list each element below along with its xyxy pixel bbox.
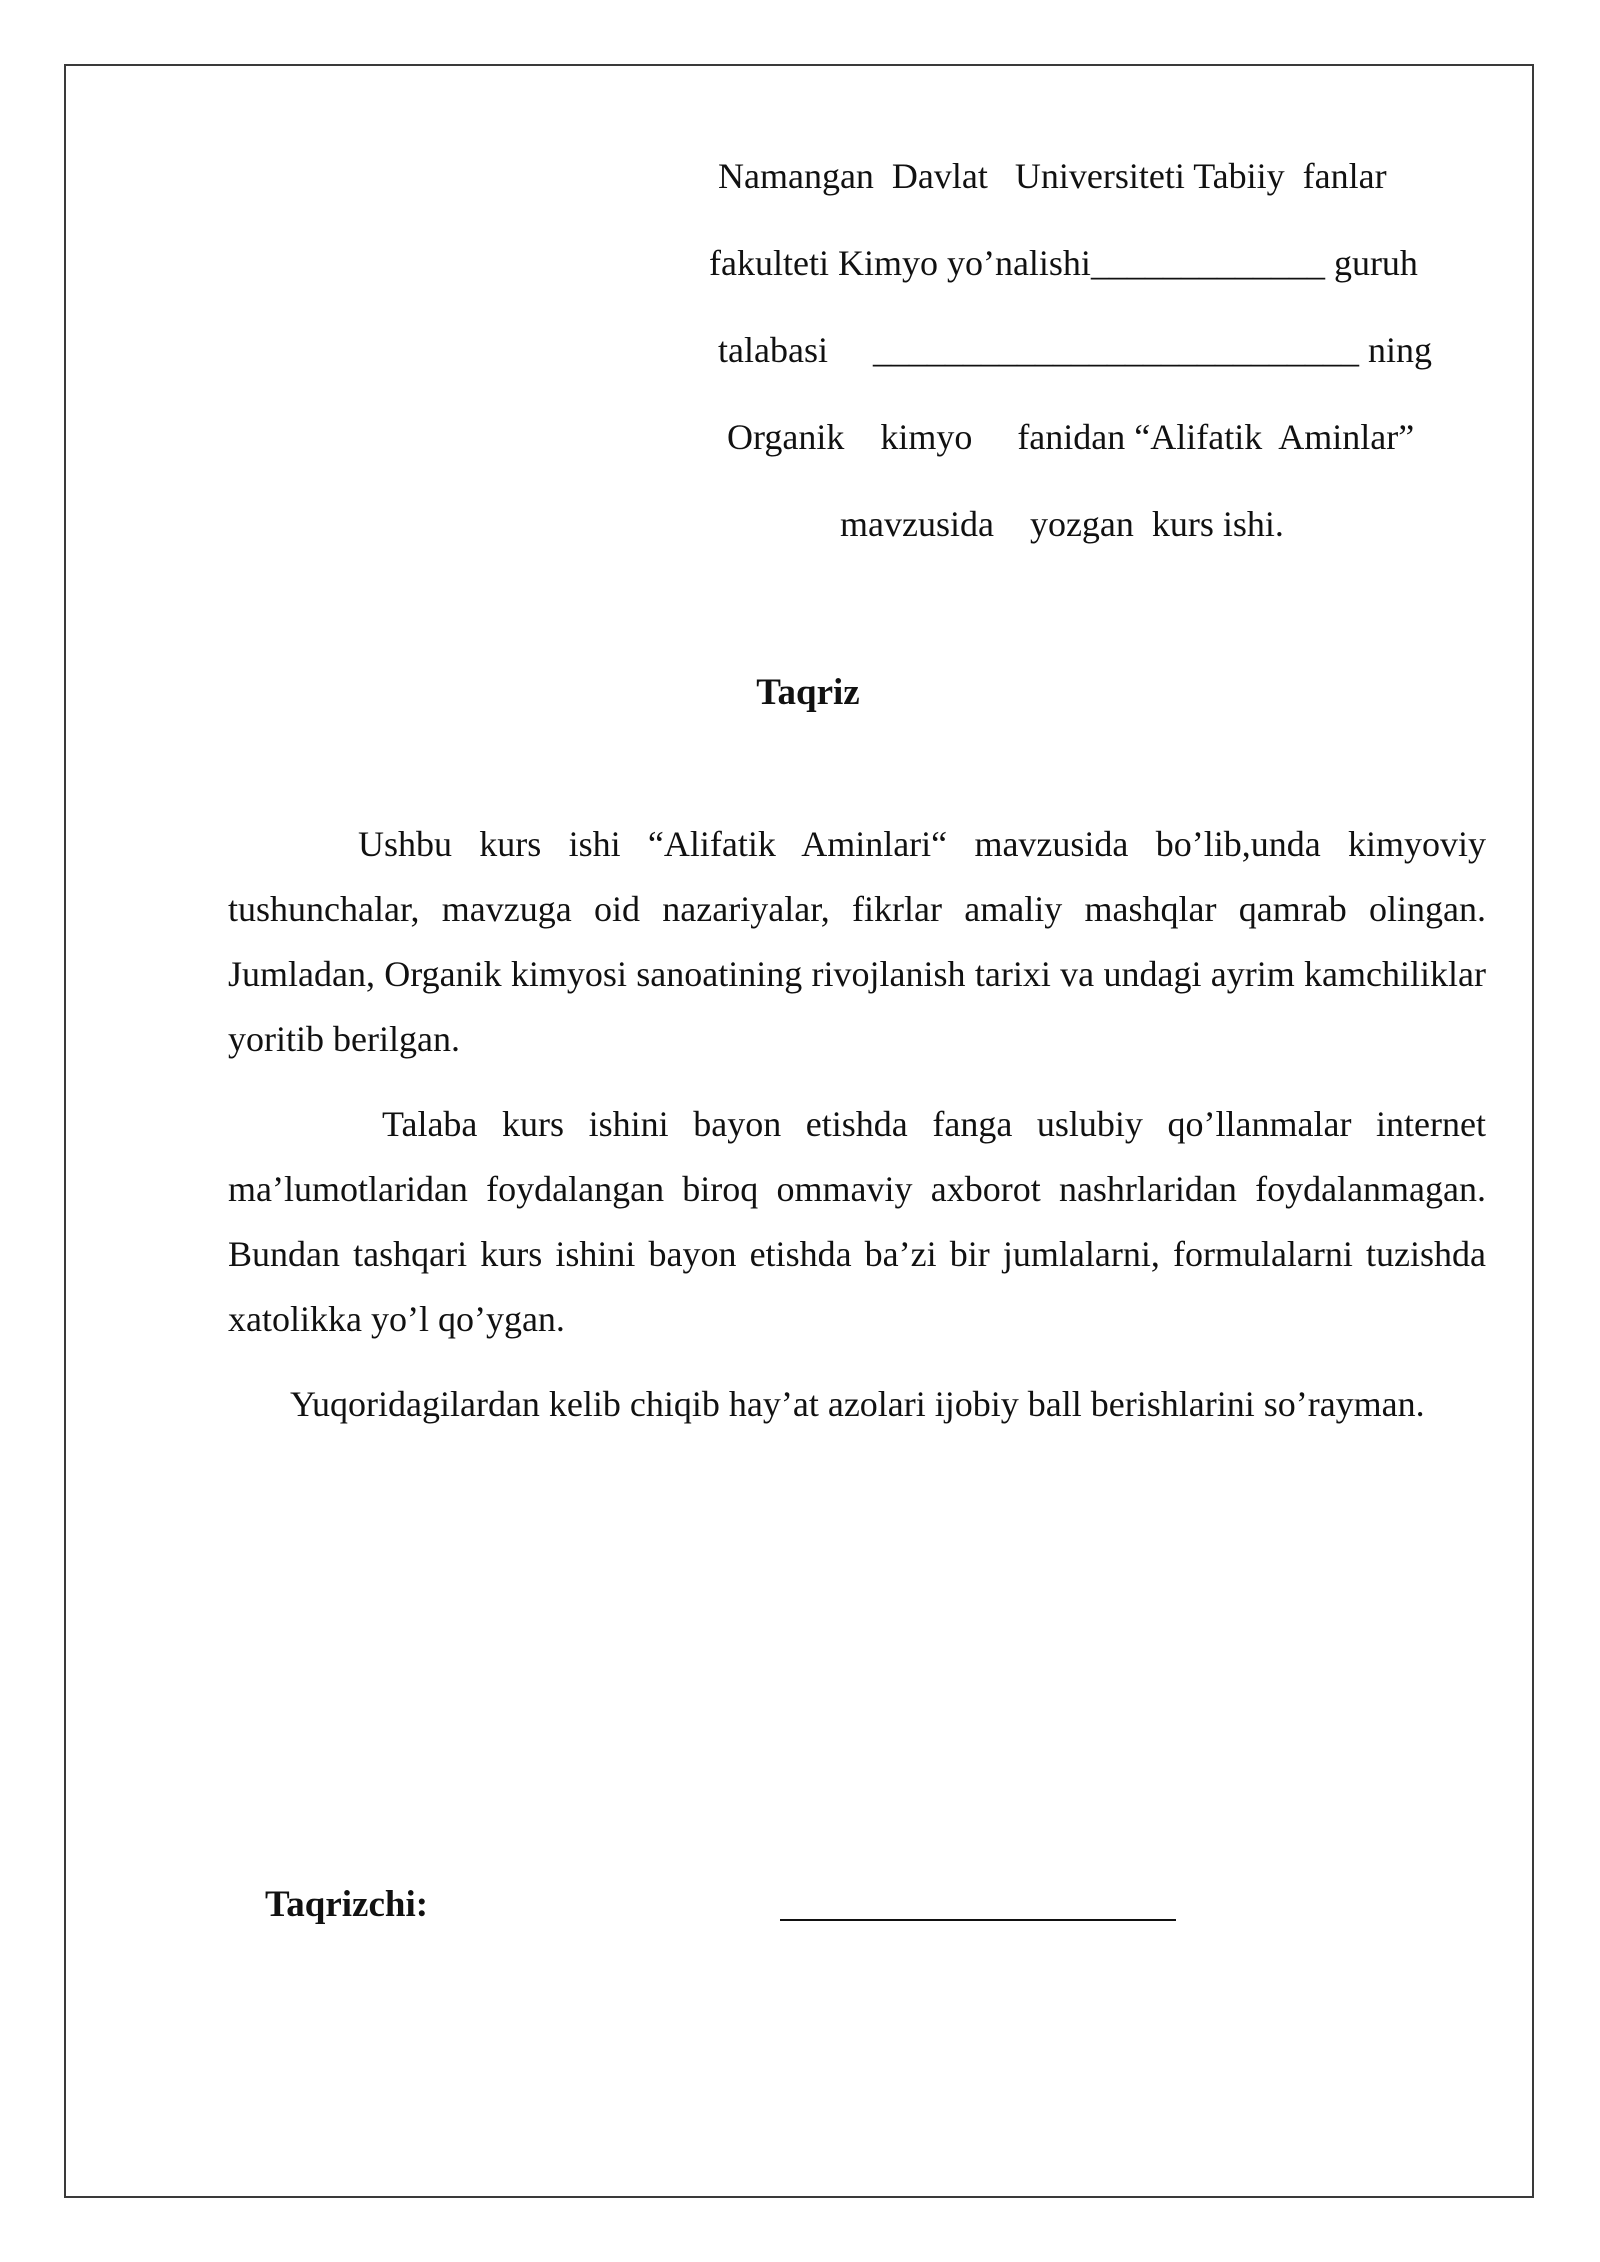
- paragraph-1: Ushbu kurs ishi “Alifatik Aminlari“ mavzusida bo’lib,unda kimyoviy tushunchalar, mavzuga oid nazariyalar, fikrlar amaliy mashqlar qamrab olingan. Jumladan, Organik kimyosi sanoatining rivojlanish tarixi va undagi ayrim kamchiliklar yoritib berilgan.: [228, 824, 1486, 1059]
- header-line-3: talabasi ___________________________ ning: [718, 330, 1432, 370]
- header-line-1: Namangan Davlat Universiteti Tabiiy fanlar: [718, 156, 1387, 196]
- header-line-4: Organik kimyo fanidan “Alifatik Aminlar”: [727, 417, 1415, 457]
- reviewer-label: Taqrizchi:: [265, 1884, 429, 1925]
- paragraph-3: Yuqoridagilardan kelib chiqib hay’at azolari ijobiy ball berishlarini so’rayman.: [290, 1384, 1425, 1424]
- header-line-5: mavzusida yozgan kurs ishi.: [840, 504, 1284, 544]
- header-line-2: fakulteti Kimyo yo’nalishi_____________ guruh: [709, 243, 1418, 283]
- document-title: Taqriz: [756, 672, 860, 713]
- signature-line: [780, 1919, 1176, 1921]
- review-body: [228, 812, 1486, 1437]
- paragraph-2: Talaba kurs ishini bayon etishda fanga uslubiy qo’llanmalar internet ma’lumotlaridan foydalangan biroq ommaviy axborot nashrlaridan foydalanmagan. Bundan tashqari kurs ishini bayon etishda ba’zi bir jumlalarni, formulalarni tuzishda xatolikka yo’l qo’ygan.: [228, 1104, 1486, 1339]
